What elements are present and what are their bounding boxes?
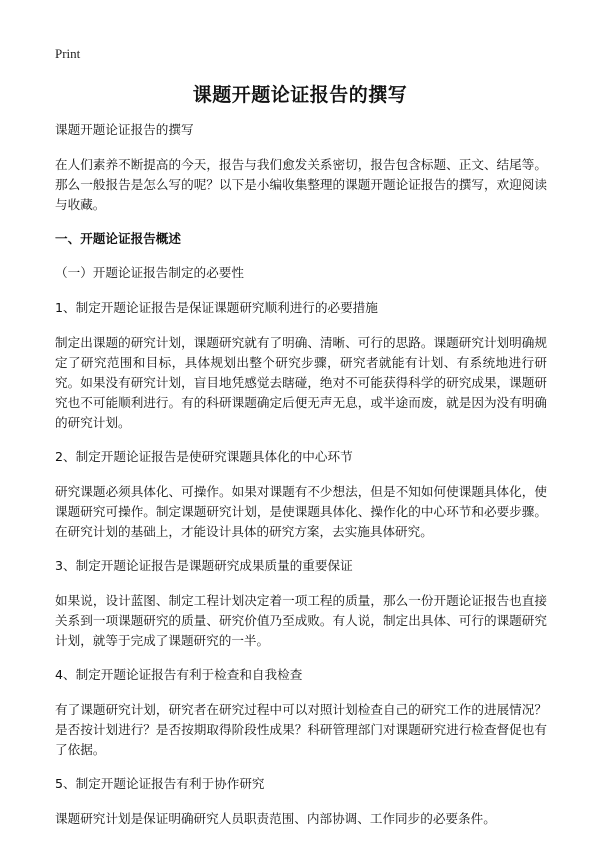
item-heading-3: 3、制定开题论证报告是课题研究成果质量的重要保证 xyxy=(55,558,353,573)
item-body-2: 研究课题必须具体化、可操作。如果对课题有不少想法，但是不知如何使课题具体化，使课题研究可操作。制定课题研究计划，是使课题具体化、操作化的中心环节和必要步骤。在研究计划的基础上，才能设计具体的研究方案，去实施具体研究。 xyxy=(55,484,547,539)
item-body-1: 制定出课题的研究计划，课题研究就有了明确、清晰、可行的思路。课题研究计划明确规定了研究范围和目标，具体规划出整个研究步骤，研究者就能有计划、有系统地进行研究。如果没有研究计划，盲目地凭感觉去瞎碰，绝对不可能获得科学的研究成果，课题研究也不可能顺利进行。有的科研课题确定后便无声无息，或半途而废，就是因为没有明确的研究计划。 xyxy=(55,335,547,430)
item-heading-4: 4、制定开题论证报告有利于检查和自我检查 xyxy=(55,667,303,682)
intro-paragraph: 在人们素养不断提高的今天，报告与我们愈发关系密切，报告包含标题、正文、结尾等。那么一般报告是怎么写的呢？以下是小编收集整理的课题开题论证报告的撰写，欢迎阅读与收藏。 xyxy=(55,157,547,212)
item-heading-2: 2、制定开题论证报告是使研究课题具体化的中心环节 xyxy=(55,449,353,464)
print-link[interactable]: Print xyxy=(55,46,81,61)
item-heading-1: 1、制定开题论证报告是保证课题研究顺利进行的必要措施 xyxy=(55,300,378,315)
document-subtitle: 课题开题论证报告的撰写 xyxy=(55,122,194,137)
item-heading-5: 5、制定开题论证报告有利于协作研究 xyxy=(55,776,265,791)
section-heading: 一、开题论证报告概述 xyxy=(55,231,181,246)
item-body-3: 如果说，设计蓝图、制定工程计划决定着一项工程的质量，那么一份开题论证报告也直接关系到一项课题研究的质量、研究价值乃至成败。有人说，制定出具体、可行的课题研究计划，就等于完成了课题研究的一半。 xyxy=(55,593,547,648)
item-body-4: 有了课题研究计划，研究者在研究过程中可以对照计划检查自己的研究工作的进展情况？是否按计划进行？是否按期取得阶段性成果？科研管理部门对课题研究进行检查督促也有了依据。 xyxy=(55,702,547,757)
document-body xyxy=(55,120,547,843)
item-body-5: 课题研究计划是保证明确研究人员职责范围、内部协调、工作同步的必要条件。 xyxy=(55,811,496,826)
subsection-heading: （一）开题论证报告制定的必要性 xyxy=(55,265,244,280)
document-title: 课题开题论证报告的撰写 xyxy=(192,84,408,106)
